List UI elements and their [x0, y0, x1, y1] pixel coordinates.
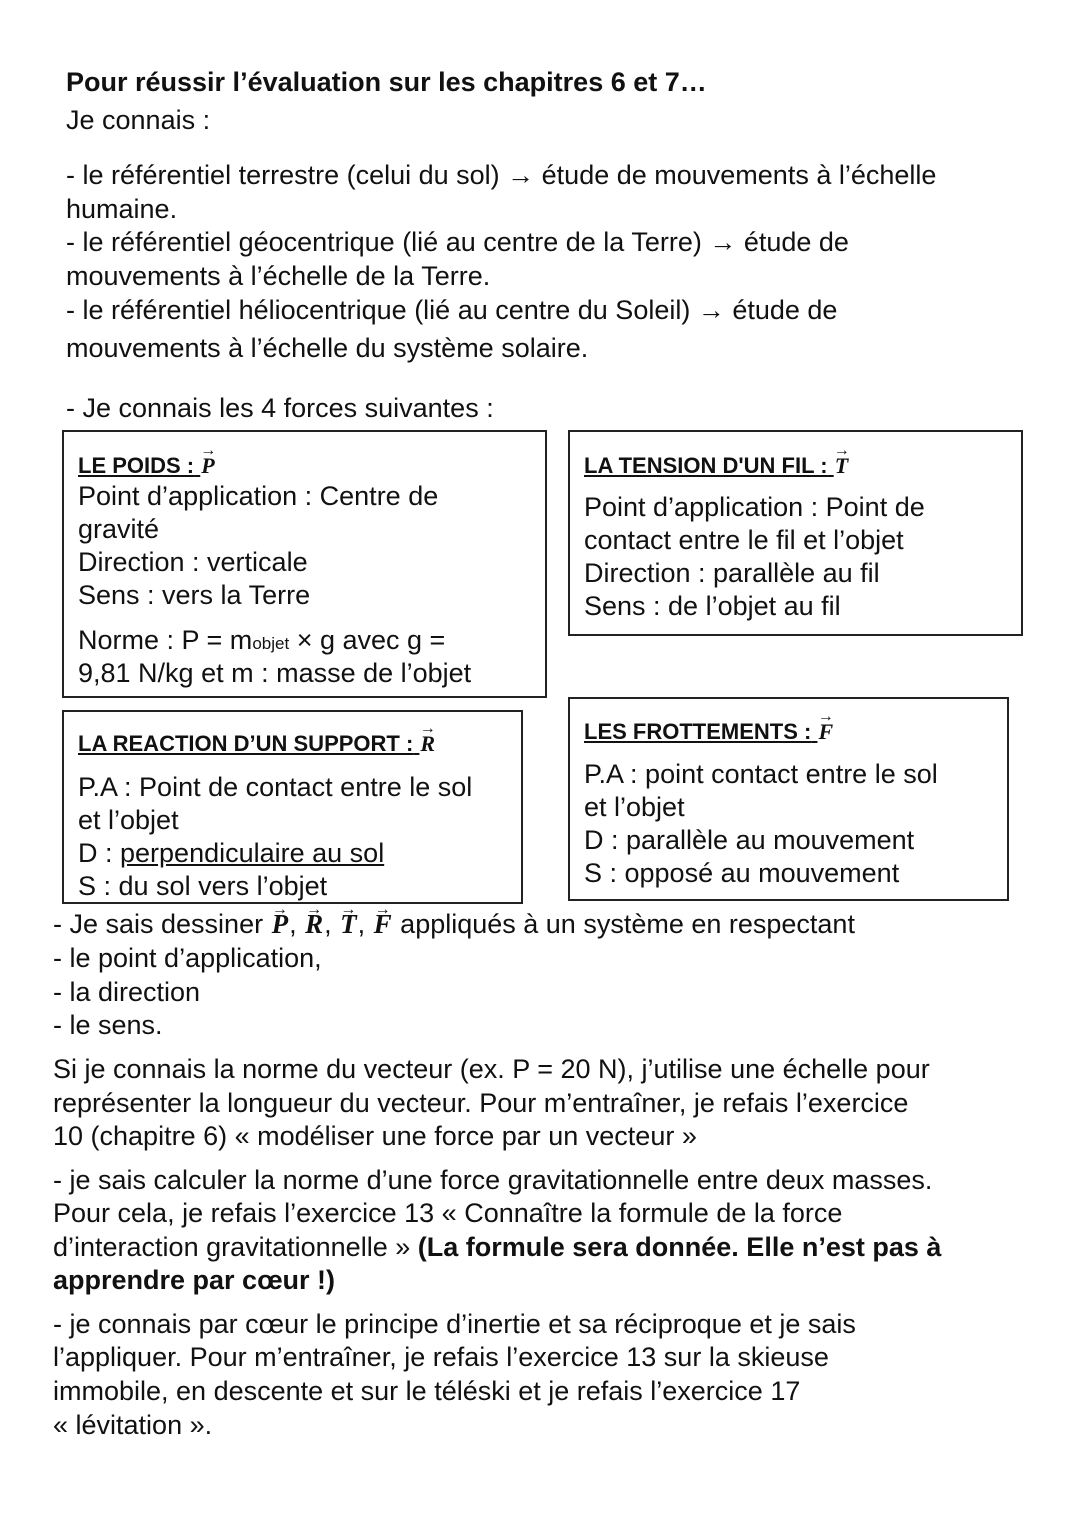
referentiel-line: - le référentiel géocentrique (lié au centre de la Terre) → étude de: [66, 227, 849, 257]
vector-r-symbol: → R: [419, 730, 436, 758]
poids-line: Point d’application : Centre de: [78, 481, 439, 511]
norme-line: représenter la longueur du vecteur. Pour m’entraîner, je refais l’exercice: [53, 1088, 909, 1118]
referentiel-line: - le référentiel héliocentrique (lié au centre du Soleil) → étude de: [66, 295, 838, 325]
vector-t-symbol: → T: [339, 908, 358, 941]
poids-heading: LE POIDS : → P: [78, 452, 216, 480]
inertie-line: « lévitation ».: [53, 1410, 213, 1440]
poids-norme: Norme : P = mobjet × g avec g =: [78, 625, 446, 655]
reaction-line: S : du sol vers l’objet: [78, 871, 328, 901]
intro-text: Je connais :: [66, 105, 211, 135]
reaction-box: [62, 710, 523, 904]
tension-box: [568, 430, 1023, 636]
referentiel-line: - le référentiel terrestre (celui du sol) → étude de mouvements à l’échelle: [66, 160, 937, 190]
dessiner-item: - le sens.: [53, 1010, 163, 1040]
poids-line: Direction : verticale: [78, 547, 308, 577]
vector-f-symbol: → F: [373, 908, 393, 941]
tension-line: Sens : de l’objet au fil: [584, 591, 841, 621]
frottements-heading: LES FROTTEMENTS : → F: [584, 718, 834, 746]
inertie-line: immobile, en descente et sur le téléski et je refais l’exercice 17: [53, 1376, 801, 1406]
frottements-line: P.A : point contact entre le sol: [584, 759, 938, 789]
referentiel-line: mouvements à l’échelle de la Terre.: [66, 261, 491, 291]
vector-p-symbol: → P: [200, 452, 215, 480]
dessiner-item: - la direction: [53, 977, 201, 1007]
vector-r-symbol: → R: [304, 908, 324, 941]
frottements-line: D : parallèle au mouvement: [584, 825, 915, 855]
dessiner-item: - le point d’application,: [53, 943, 322, 973]
gravitation-line: apprendre par cœur !): [53, 1265, 336, 1295]
norme-line: Si je connais la norme du vecteur (ex. P = 20 N), j’utilise une échelle pour: [53, 1054, 930, 1084]
tension-heading: LA TENSION D'UN FIL : → T: [584, 452, 849, 480]
referentiel-line: mouvements à l’échelle du système solaire.: [66, 333, 589, 363]
poids-line: Sens : vers la Terre: [78, 580, 311, 610]
inertie-line: - je connais par cœur le principe d’inertie et sa réciproque et je sais: [53, 1309, 856, 1339]
vector-p-symbol: → P: [271, 908, 290, 941]
frottements-box: [568, 697, 1009, 901]
reaction-heading: LA REACTION D’UN SUPPORT : → R: [78, 730, 436, 758]
vector-t-symbol: → T: [834, 452, 849, 480]
reaction-line: et l’objet: [78, 805, 179, 835]
reaction-line: P.A : Point de contact entre le sol: [78, 772, 473, 802]
page-title: Pour réussir l’évaluation sur les chapitres 6 et 7…: [66, 67, 707, 97]
tension-line: Point d’application : Point de: [584, 492, 925, 522]
tension-line: Direction : parallèle au fil: [584, 558, 880, 588]
reaction-direction: D : perpendiculaire au sol: [78, 838, 385, 868]
vector-f-symbol: → F: [817, 718, 834, 746]
forces-intro: - Je connais les 4 forces suivantes :: [66, 393, 494, 423]
poids-norme-2: 9,81 N/kg et m : masse de l’objet: [78, 658, 472, 688]
tension-line: contact entre le fil et l’objet: [584, 525, 904, 555]
gravitation-line: - je sais calculer la norme d’une force gravitationnelle entre deux masses.: [53, 1165, 933, 1195]
poids-line: gravité: [78, 514, 160, 544]
gravitation-line: d’interaction gravitationnelle » (La formule sera donnée. Elle n’est pas à: [53, 1232, 942, 1262]
poids-box: [62, 430, 547, 698]
frottements-line: et l’objet: [584, 792, 685, 822]
referentiel-line: humaine.: [66, 194, 178, 224]
inertie-line: l’appliquer. Pour m’entraîner, je refais l’exercice 13 sur la skieuse: [53, 1342, 829, 1372]
gravitation-line: Pour cela, je refais l’exercice 13 « Connaître la formule de la force: [53, 1198, 843, 1228]
dessiner-line: - Je sais dessiner → P, → R, → T, → F appliqués à un système en respectant: [53, 908, 855, 941]
frottements-line: S : opposé au mouvement: [584, 858, 900, 888]
norme-line: 10 (chapitre 6) « modéliser une force par un vecteur »: [53, 1121, 697, 1151]
